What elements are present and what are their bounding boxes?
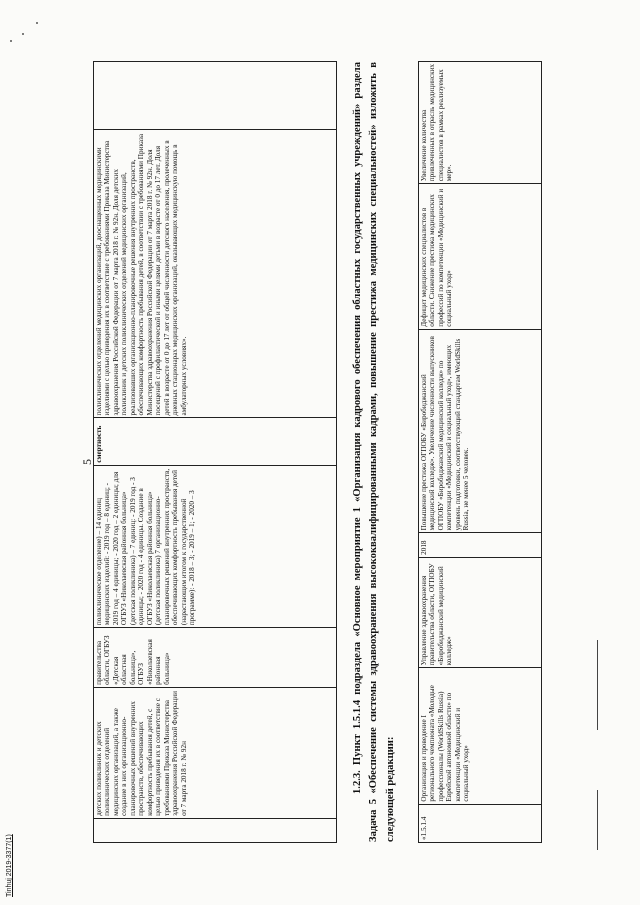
item-number: «1.5.1.4: [419, 804, 542, 842]
item-indicator: Увеличение количества привлеченных в отрасль медицинских специалистов в рамках реализуемых мер».: [419, 62, 542, 184]
paragraph-text: 1.2.3. Пункт 1.5.1.4 подраздела «Основное мероприятие 1 «Организация кадрового обеспечения областных государственных учреждений» раздела Задача 5 «Обеспечение системы здравоохранения высококвалифицированными кадрами, повышение престижа медицинских специальностей» изложить в следующей редакции:: [352, 62, 396, 842]
table-cell: поликлиническое отделение) – 14 единиц медицинских изделий: - 2019 год – 8 единиц; - 2019 год – 4 единицы; - 2020 год – 2 единицы; для ОГБУЗ «Николаевская районная больница» (детская поликлиника) – 7 единиц: - 2019 год - 3 единицы; - 2020 год - 4 единицы. Создание в ОГБУЗ «Николаевская районная больница» (детская поликлиника) 7 организационно-планировочных решений внутренних пространств, обеспечивающих комфортность пребывания детей (нарастающим итогом к государственной программе): - 2018 – 3; - 2019 – 1; - 2020 – 3: [94, 465, 337, 627]
program-table-continued: [93, 61, 337, 843]
document-reference: Tinhuj 2019-3377(1): [6, 834, 13, 897]
page-number: 5: [80, 459, 94, 465]
table-cell: поликлинических отделений медицинских организаций, дооснащенных медицинскими изделиями с целью приведения их в соответствие с требованиями Приказа Министерства здравоохранения Российской Федерации от 7 марта 2018 г. № 92н. Доля детских поликлиник и детских поликлинических отделений медицинских организаций, реализовавших организационно-планировочные решения внутренних пространств, обеспечивающих комфортность пребывания детей, в соответствии с требованиями Приказа Министерства здравоохранения Российской Федерации от 7 марта 2018 г. № 92н. Доля посещений с профилактической и иными целями детьми в возрасте от 0 до 17 лет. Доля детей в возрасте от 0 до 17 лет от общей численности детского населения, пролеченных в дневных стационарах медицинских организаций, оказывающих медицинскую помощь в амбулаторных условиях».: [94, 130, 337, 418]
scan-edge-line: [597, 640, 598, 730]
amendment-paragraph: [350, 62, 399, 842]
item-risk: Дефицит медицинских специалистов в области. Снижение престижа медицинских профессий по компетенции «Медицинский и социальный уход»: [419, 184, 542, 329]
scan-edge-line: [597, 790, 598, 850]
table-cell: [94, 818, 337, 842]
scan-speck: [22, 33, 24, 35]
item-result: Повышение престижа ОГПОБУ «Биробиджанский медицинский колледж». Увеличение численности выпускников ОГПОБУ «Биробиджанский медицинский колледж» по компетенции «Медицинский и социальный уход», имеющих уровень подготовки, соответствующий стандартам WorldSkills Russia, не менее 5 человек.: [419, 329, 542, 533]
program-table-new: [418, 61, 542, 843]
item-executor: Управление здравоохранения правительства области, ОГПОБУ «Биробиджанский медицинский колледж»: [419, 557, 542, 668]
table-row: [419, 62, 542, 843]
table-cell: правительства области, ОГБУЗ «Детская областная больница», ОГБУЗ «Николаевская районная больница»: [94, 628, 337, 688]
scan-speck: [10, 40, 12, 42]
table-cell: детских поликлиник и детских поликлинических отделений медицинских организаций, а также создание в них организационно-планировочных решений внутренних пространств, обеспечивающих комфортность пребывания детей, с целью приведения их в соответствие с требованиями Приказа Министерства здравоохранения Российской Федерации от 7 марта 2018 г. № 92н: [94, 687, 337, 818]
table-cell: смертность: [94, 418, 337, 465]
scan-speck: [36, 22, 38, 24]
item-name: Организация и проведение I регионального чемпионата «Молодые профессионалы (WorldSkills Russia) Еврейской автономной области» по компетенции «Медицинский и социальный уход»: [419, 668, 542, 804]
table-row: [94, 62, 337, 843]
table-cell: [94, 62, 337, 130]
item-year: 2018: [419, 533, 542, 557]
